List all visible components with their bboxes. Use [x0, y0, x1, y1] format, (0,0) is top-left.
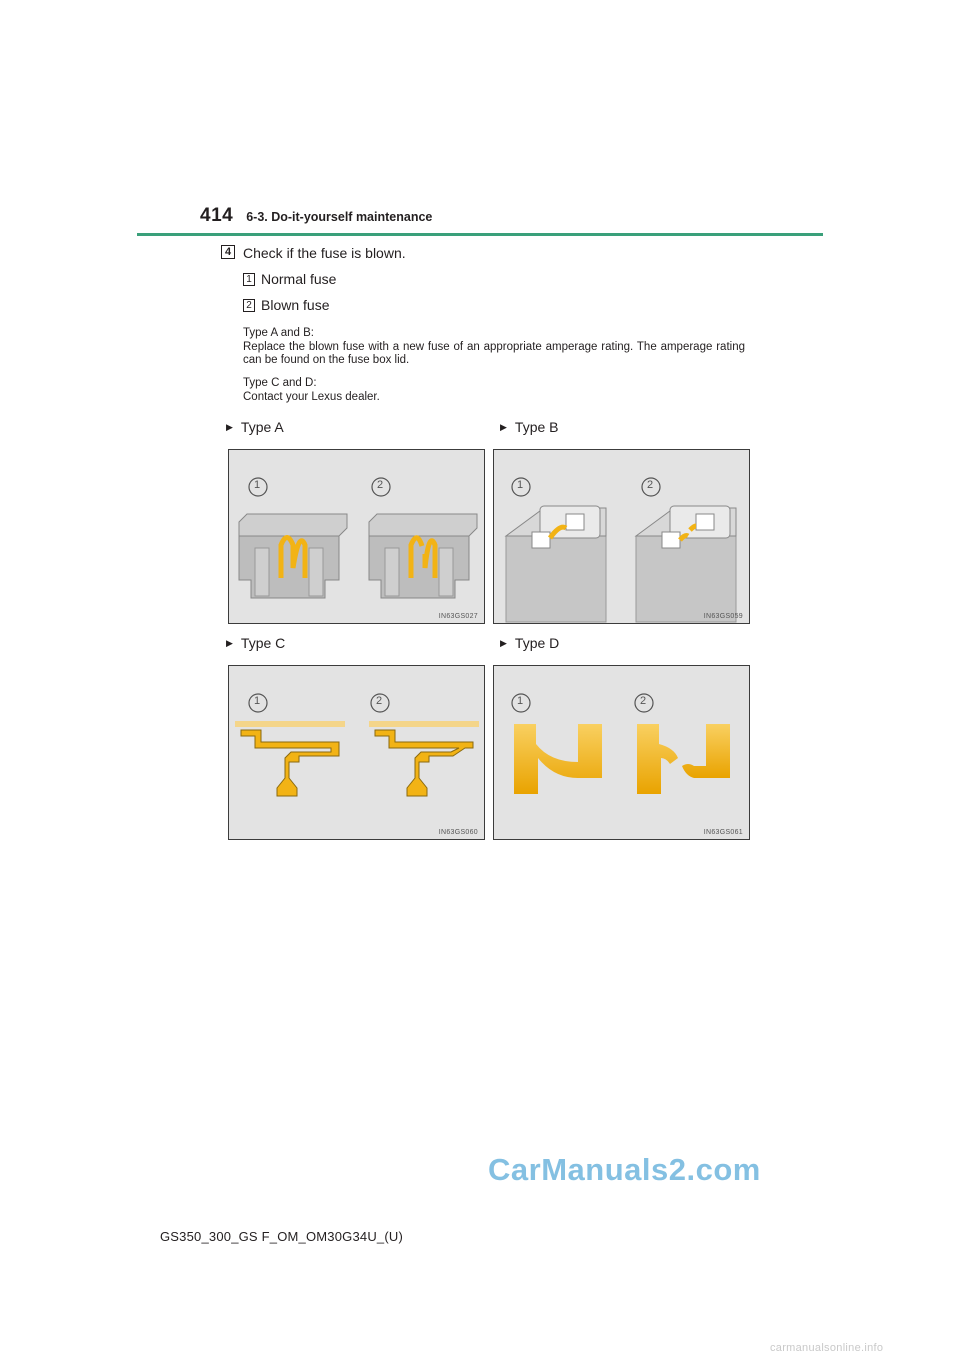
figure-code: IN63GS060 — [438, 829, 478, 836]
triangle-right-icon: ▶ — [226, 421, 233, 432]
note-cd-title: Type C and D: — [243, 377, 317, 389]
marker-2-circle: 2 — [647, 479, 654, 491]
step-number-box: 4 — [221, 245, 235, 259]
type-b-label: ▶ Type B — [500, 419, 559, 435]
figure-code: IN63GS061 — [703, 829, 743, 836]
type-d-illustration — [493, 665, 750, 840]
figure-code: IN63GS027 — [438, 613, 478, 620]
marker-2-circle: 2 — [377, 479, 384, 491]
marker-1-box: 1 — [243, 273, 255, 286]
triangle-right-icon: ▶ — [500, 637, 507, 648]
type-b-illustration — [493, 449, 750, 624]
blown-fuse-label: Blown fuse — [261, 297, 330, 313]
page-header — [200, 205, 432, 227]
step-text: Check if the fuse is blown. — [243, 245, 406, 261]
marker-1-circle: 1 — [254, 479, 261, 491]
header-rule — [137, 233, 823, 236]
marker-1-circle: 1 — [517, 479, 524, 491]
page-number: 414 — [200, 205, 234, 226]
watermark-url: carmanualsonline.info — [770, 1342, 884, 1354]
normal-fuse-label: Normal fuse — [261, 271, 337, 287]
marker-2-circle: 2 — [376, 695, 383, 707]
watermark-logo: CarManuals2.com — [488, 1152, 761, 1187]
document-id: GS350_300_GS F_OM_OM30G34U_(U) — [160, 1229, 403, 1244]
marker-1-circle: 1 — [517, 695, 524, 707]
note-ab-text: Replace the blown fuse with a new fuse of an appropriate amperage rating. The amperage rating can be found on the fuse box lid. — [243, 341, 745, 366]
section-title: 6-3. Do-it-yourself maintenance — [246, 210, 433, 224]
triangle-right-icon: ▶ — [226, 637, 233, 648]
triangle-right-icon: ▶ — [500, 421, 507, 432]
note-cd-text: Contact your Lexus dealer. — [243, 391, 380, 403]
type-a-illustration — [228, 449, 485, 624]
note-ab-title: Type A and B: — [243, 327, 314, 339]
type-c-illustration — [228, 665, 485, 840]
type-a-label: ▶ Type A — [226, 419, 284, 435]
type-d-label: ▶ Type D — [500, 635, 560, 651]
type-c-label: ▶ Type C — [226, 635, 286, 651]
marker-1-circle: 1 — [254, 695, 261, 707]
figure-code: IN63GS059 — [703, 613, 743, 620]
marker-2-box: 2 — [243, 299, 255, 312]
marker-2-circle: 2 — [640, 695, 647, 707]
